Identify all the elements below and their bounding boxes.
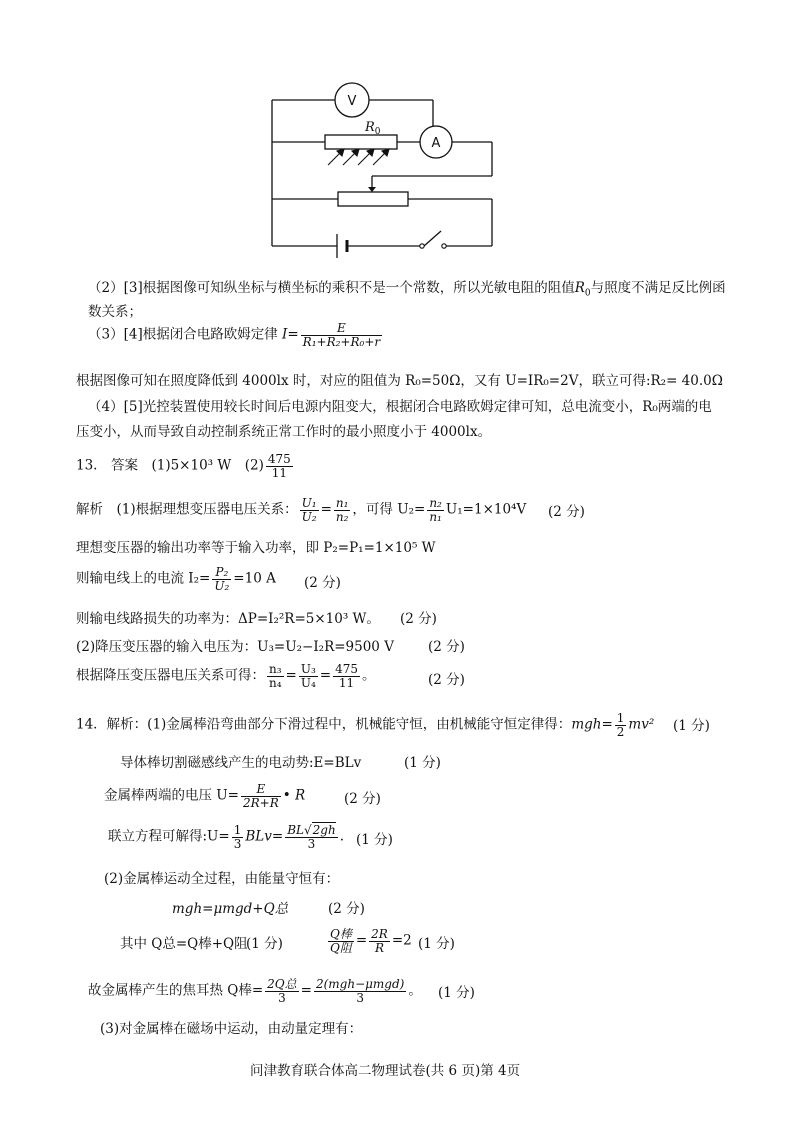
q14-solve: 联立方程可解得:U= $\frac{1}{3}$ BLv= $\frac{BL√2gh}{3}$ .: [108, 823, 345, 851]
part2-text: （2）[3]根据图像可知纵坐标与横坐标的乘积不是一个常数，所以光敏电阻的阻值$R_0$与照度不满足反比例函数关系；: [88, 280, 726, 320]
switch-terminal: [442, 244, 446, 248]
points-label: (1 分): [356, 832, 393, 848]
q14-q-split: 其中 Q总=Q棒+Q阻: [120, 936, 248, 952]
q13-answer: 13. 答案 (1)5×10³ W (2) $\frac{475}{11}$: [76, 452, 291, 480]
q13-current: 则输电线上的电流 I₂= $\frac{\text{P₂}}{\text{U₂}}$ =10 A: [76, 565, 276, 593]
points-label: (2 分): [428, 672, 465, 688]
ammeter-label: A: [431, 136, 441, 151]
q14-energy-header: (2)金属棒运动全过程，由能量守恒有：: [104, 871, 340, 887]
points-label: (1 分): [673, 718, 710, 734]
points-label: (2 分): [428, 639, 465, 655]
part3-result: 根据图像可知在照度降低到 4000lx 时，对应的阻值为 R₀=50Ω，又有 U=IR₀=2V，联立可得:R₂= 40.0Ω: [76, 373, 723, 389]
q14-q-ratio: $\frac{\text{Q棒}}{\text{Q阻}}$ = $\frac{2R}{R}$ =2: [330, 927, 412, 955]
points-label: (2 分): [548, 504, 585, 520]
q14-momentum-header: (3)对金属棒在磁场中运动，由动量定理有：: [100, 1021, 363, 1037]
q13-ratio: 根据降压变压器电压关系可得： $\frac{\text{n₃}}{\text{n₄}}$ = $\frac{\text{U₃}}{\text{U₄}}$ = $\frac{475}{11}$ 。: [76, 662, 376, 690]
photoresistor-r0: [325, 135, 397, 149]
points-label: (2 分): [344, 791, 381, 807]
q13-loss: 则输电线路损失的功率为：ΔP=I₂²R=5×10³ W。: [76, 611, 380, 627]
q14-energy-equation: mgh=μmgd+Q总: [172, 901, 289, 917]
part4-line1: （4）[5]光控装置使用较长时间后电源内阻变大，根据闭合电路欧姆定律可知，总电流变小，R₀两端的电: [88, 399, 712, 415]
page-footer: 问津教育联合体高二物理试卷(共 6 页)第 4页: [250, 1063, 521, 1079]
part3-formula: （3）[4]根据闭合电路欧姆定律 I= $\frac{E}{\text{R₁+R₂+R₀+r}}$: [88, 321, 381, 349]
circuit-diagram: [0, 0, 800, 260]
q14-line1: 14．解析：(1)金属棒沿弯曲部分下滑过程中，机械能守恒，由机械能守恒定律得：mgh= $\frac{1}{2}$ mv²: [76, 711, 655, 739]
q14-emf: 导体棒切割磁感线产生的电动势:E=BLv: [120, 755, 362, 771]
points-label: (2 分): [328, 901, 365, 917]
points-label: (1 分): [246, 936, 283, 952]
points-label: (1 分): [438, 985, 475, 1001]
slider-arrow-icon: [368, 187, 376, 192]
q13-step-down: (2)降压变压器的输入电压为：U₃=U₂−I₂R=9500 V: [76, 639, 394, 655]
q14-heat: 故金属棒产生的焦耳热 Q棒= $\frac{\text{2Q总}}{3}$ = $\frac{\text{2(mgh−μmgd)}}{3}$ 。: [88, 977, 422, 1005]
rheostat: [338, 192, 408, 206]
points-label: (2 分): [400, 611, 437, 627]
switch-terminal: [420, 244, 424, 248]
switch-blade: [424, 231, 441, 246]
light-arrows-icon: [328, 149, 389, 165]
points-label: (1 分): [404, 755, 441, 771]
q13-power: 理想变压器的输出功率等于输入功率，即 P₂=P₁=1×10⁵ W: [76, 540, 436, 556]
points-label: (2 分): [304, 575, 341, 591]
q14-voltage: 金属棒两端的电压 U= $\frac{E}{2R+R}$ • R: [104, 782, 306, 810]
resistor-label: $R_0$: [365, 120, 381, 137]
points-label: (1 分): [418, 936, 455, 952]
voltmeter-label: V: [347, 94, 357, 109]
q13-transformer-ratio: 解析 (1)根据理想变压器电压关系： $\frac{\text{U₁}}{\text{U₂}}$ = $\frac{\text{n₁}}{\text{n₂}}$ ，可得 U₂= $\frac{\text{n₂}}{\text{n₁}}$ U₁=1×10⁴V: [76, 496, 527, 524]
part4-line2: 压变小，从而导致自动控制系统正常工作时的最小照度小于 4000lx。: [76, 424, 492, 440]
